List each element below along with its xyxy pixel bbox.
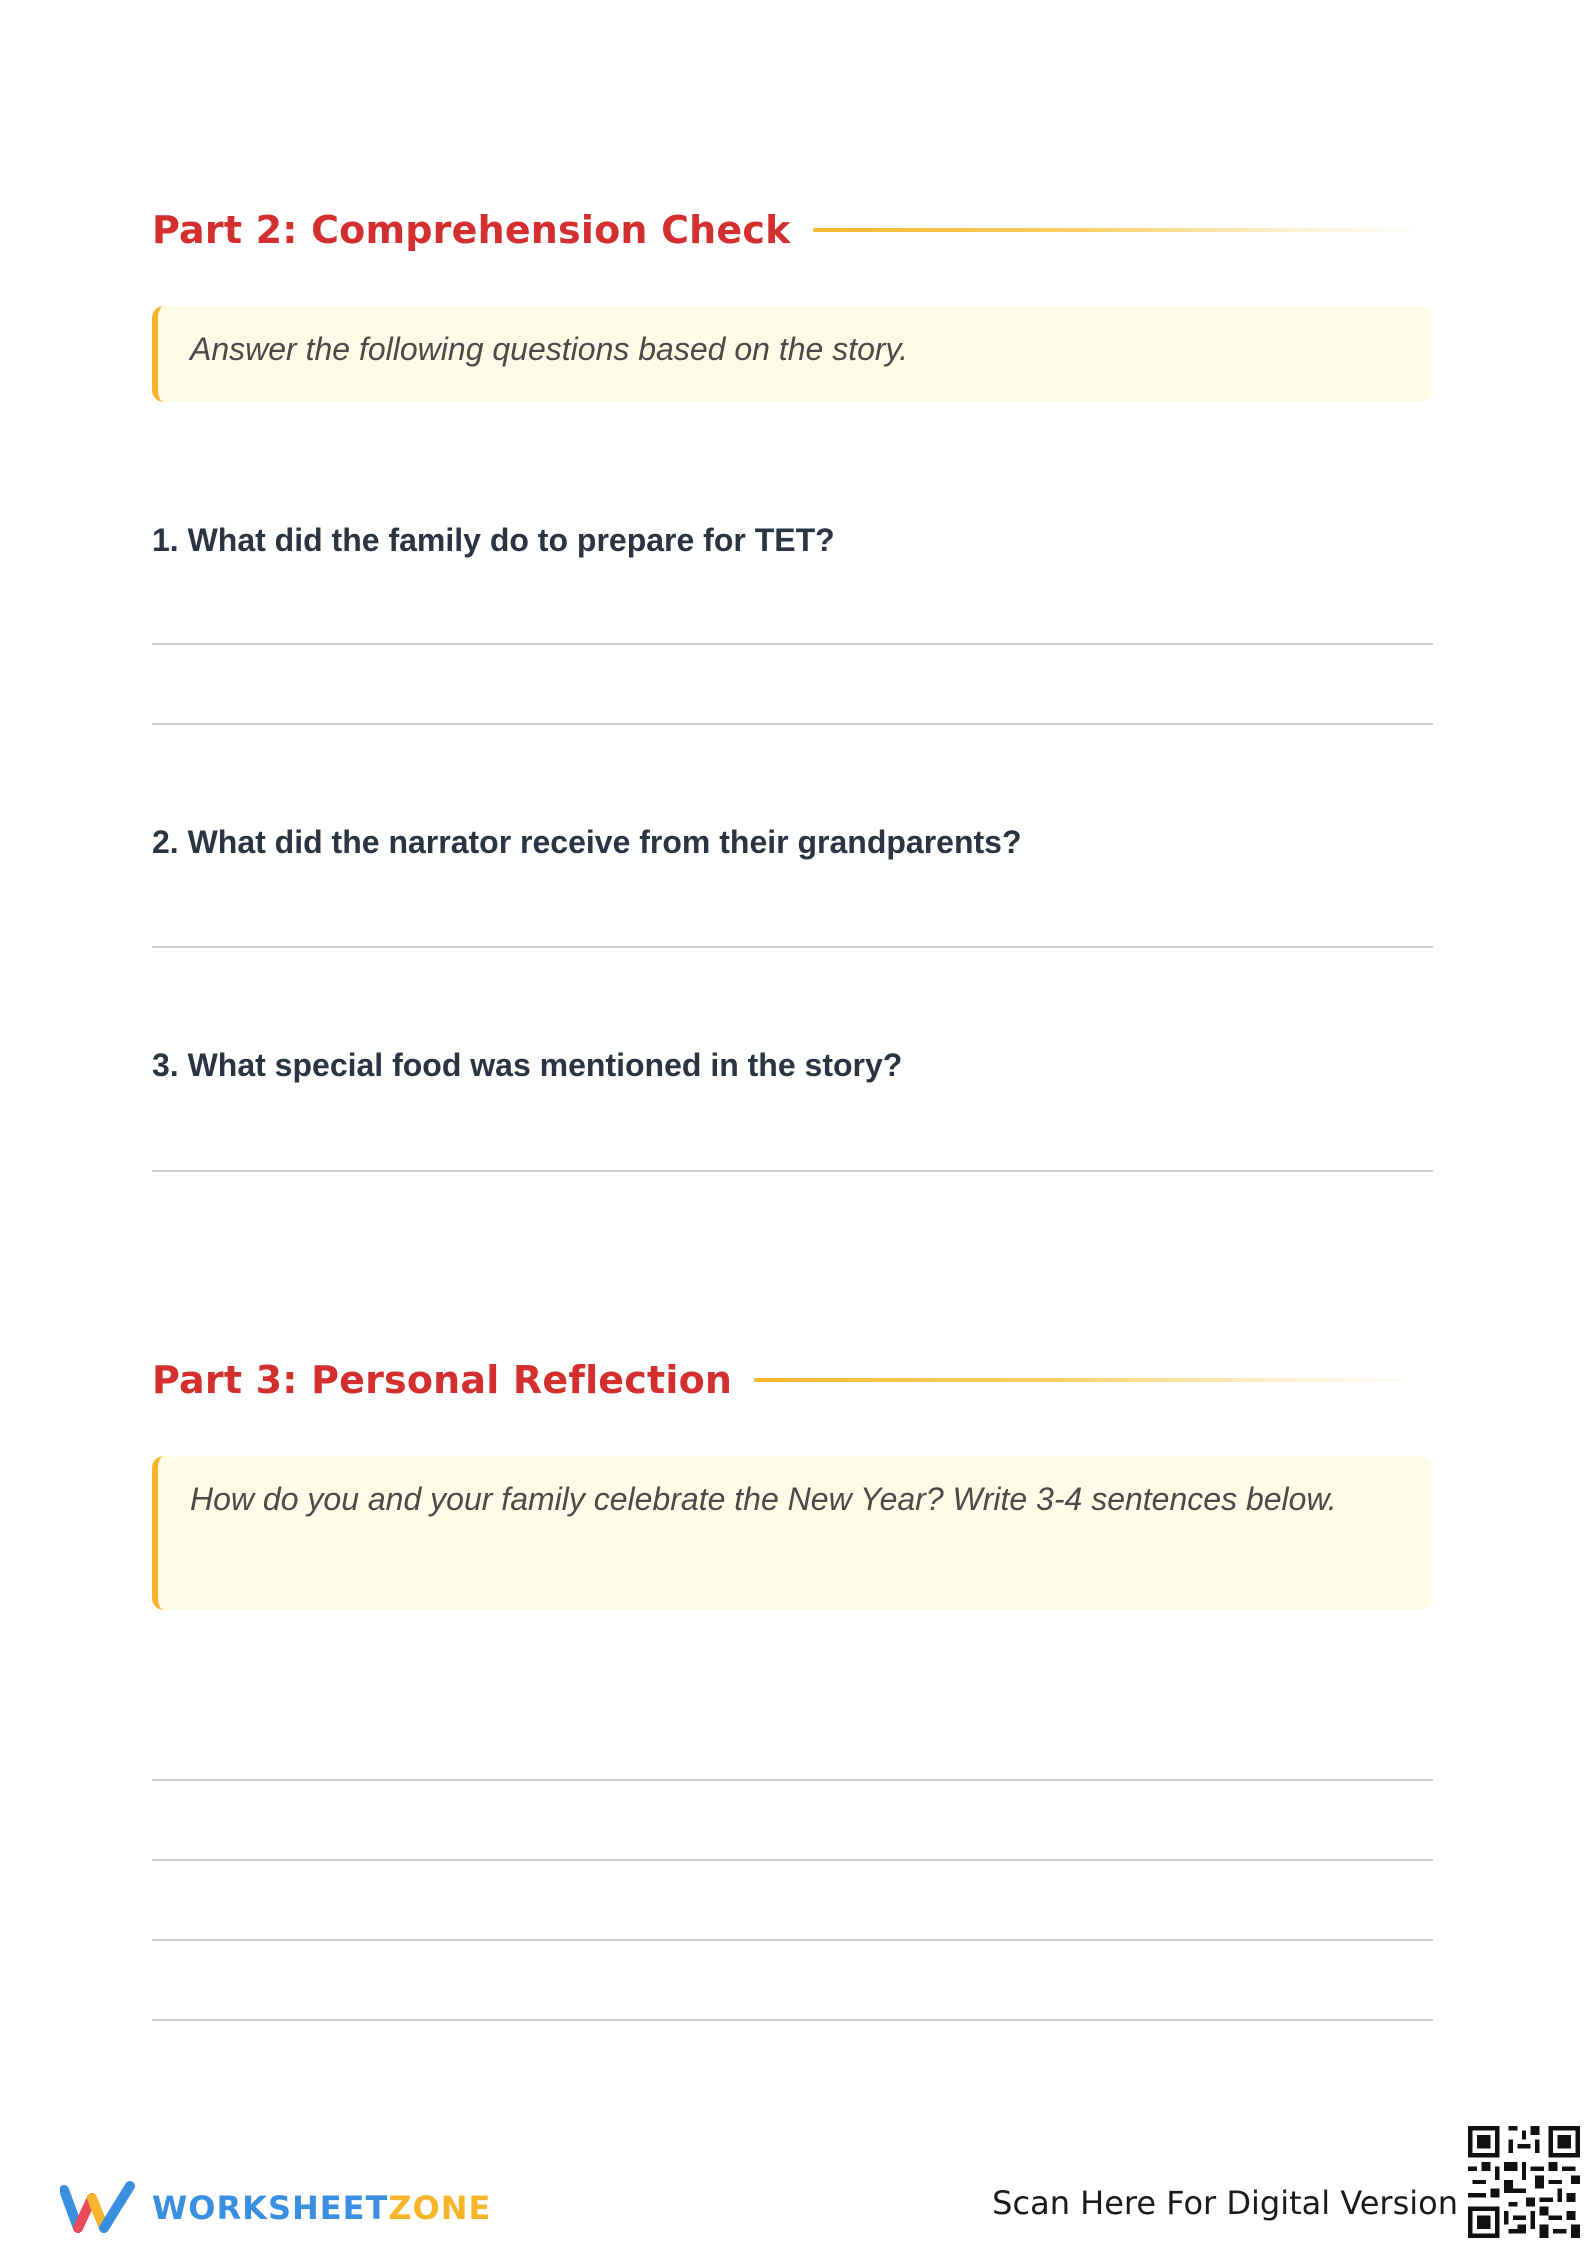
part3-heading [152, 1350, 1432, 1410]
scan-label: Scan Here For Digital Version [992, 2184, 1458, 2222]
question-1-answer-line-1[interactable] [152, 643, 1433, 645]
reflection-answer-line-1[interactable] [152, 1779, 1433, 1781]
part2-title: Part 2: Comprehension Check [152, 208, 791, 252]
question-3-answer-line[interactable] [152, 1170, 1433, 1172]
brand-wordmark [152, 2189, 491, 2227]
question-1: 1. What did the family do to prepare for TET? [152, 522, 835, 558]
question-1-answer-line-2[interactable] [152, 723, 1433, 725]
qr-code-icon[interactable] [1468, 2126, 1580, 2238]
part2-instruction-box [152, 306, 1432, 402]
part2-instruction: Answer the following questions based on the story. [190, 331, 909, 367]
part3-instruction: How do you and your family celebrate the New Year? Write 3-4 sentences below. [190, 1481, 1337, 1517]
brand-w-icon [60, 2180, 140, 2236]
part3-instruction-box [152, 1456, 1432, 1610]
reflection-answer-line-2[interactable] [152, 1859, 1433, 1861]
brand-logo[interactable] [60, 2176, 491, 2240]
brand-wordmark-primary: WORKSHEET [152, 2189, 389, 2227]
question-3: 3. What special food was mentioned in the story? [152, 1047, 903, 1083]
reflection-answer-line-3[interactable] [152, 1939, 1433, 1941]
part2-title-rule [813, 228, 1432, 232]
part3-title: Part 3: Personal Reflection [152, 1358, 733, 1402]
part3-title-rule [754, 1378, 1432, 1382]
part2-heading [152, 200, 1432, 260]
reflection-answer-line-4[interactable] [152, 2019, 1433, 2021]
question-2-answer-line[interactable] [152, 946, 1433, 948]
question-2: 2. What did the narrator receive from their grandparents? [152, 824, 1022, 860]
brand-wordmark-secondary: ZONE [388, 2189, 492, 2227]
